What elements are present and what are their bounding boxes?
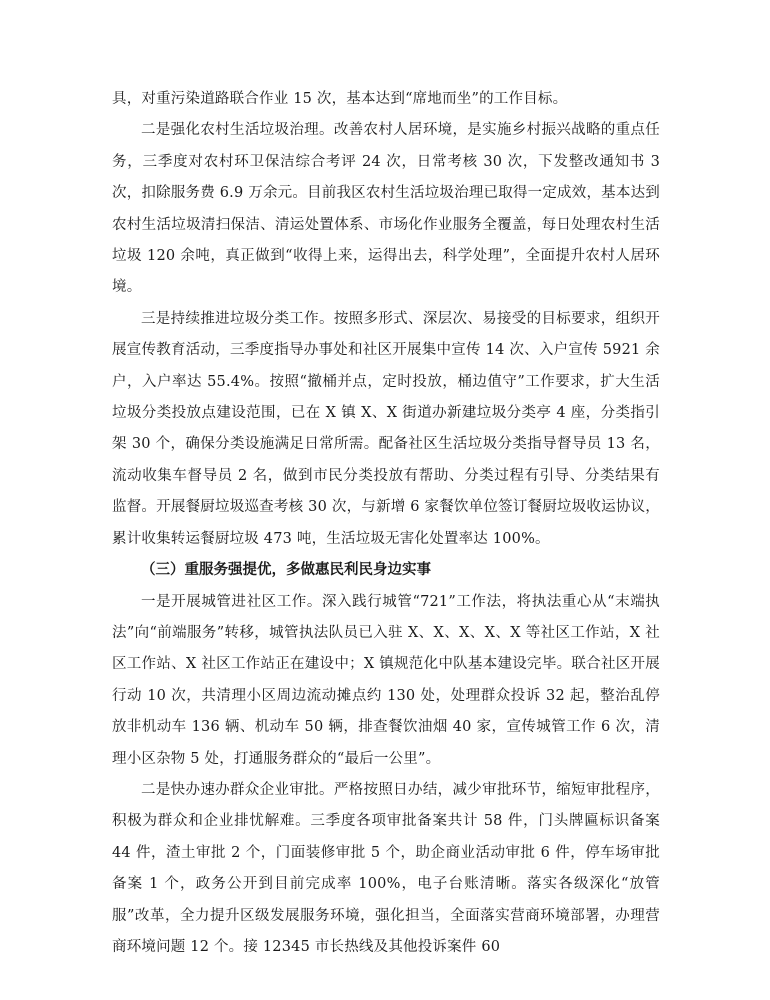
paragraph-continuation: 具，对重污染道路联合作业 15 次，基本达到“席地而坐”的工作目标。: [112, 91, 568, 107]
paragraph-rural-garbage: 二是强化农村生活垃圾治理。改善农村人居环境，是实施乡村振兴战略的重点任务，三季度对农村环卫保洁综合考评 24 次，日常考核 30 次，下发整改通知书 3 次，扣除服务费 6.9 万余元。目前我区农村生活垃圾治理已取得一定成效，基本达到农村生活垃圾清扫保洁、清运处置体系、市场化作业服务全覆盖，每日处理农村生活垃圾 120 余吨，真正做到“收得上来，运得出去，科学处理”，全面提升农村人居环境。: [112, 122, 660, 296]
paragraph-approvals: 二是快办速办群众企业审批。严格按照日办结，减少审批环节，缩短审批程序，积极为群众和企业排忧解难。三季度各项审批备案共计 58 件，门头牌匾标识备案 44 件，渣土审批 2 个，门面装修审批 5 个，助企商业活动审批 6 件，停车场审批备案 1 个，政务公开到目前完成率 100%，电子台账清晰。落实各级深化“放管服”改革，全力提升区级发展服务环境，强化担当，全面落实营商环境部署，办理营商环境问题 12 个。接 12345 市长热线及其他投诉案件 60: [112, 781, 660, 955]
section-heading: （三）重服务强提优，多做惠民利民身边实事: [141, 562, 431, 579]
paragraph-garbage-sorting: 三是持续推进垃圾分类工作。按照多形式、深层次、易接受的目标要求，组织开展宣传教育活动，三季度指导办事处和社区开展集中宣传 14 次、入户宣传 5921 余户，入户率达 55.4%。按照“撤桶并点，定时投放，桶边值守”工作要求，扩大生活垃圾分类投放点建设范围，已在 X 镇 X、X 街道办新建垃圾分类亭 4 座，分类指引架 30 个，确保分类设施满足日常所需。配备社区生活垃圾分类指导督导员 13 名，流动收集车督导员 2 名，做到市民分类投放有帮助、分类过程有引导、分类结果有监督。开展餐厨垃圾巡查考核 30 次，与新增 6 家餐饮单位签订餐厨垃圾收运协议，累计收集转运餐厨垃圾 473 吨，生活垃圾无害化处置率达 100%。: [112, 310, 660, 547]
document-page: [112, 84, 660, 963]
paragraph-community-work: 一是开展城管进社区工作。深入践行城管“721”工作法，将执法重心从“末端执法”向“前端服务”转移，城管执法队员已入驻 X、X、X、X、X 等社区工作站，X 社区工作站、X 社区工作站正在建设中；X 镇规范化中队基本建设完毕。联合社区开展行动 10 次，共清理小区周边流动摊点约 130 处，处理群众投诉 32 起，整治乱停放非机动车 136 辆、机动车 50 辆，排查餐饮油烟 40 家，宣传城管工作 6 次，清理小区杂物 5 处，打通服务群众的“最后一公里”。: [112, 593, 660, 767]
